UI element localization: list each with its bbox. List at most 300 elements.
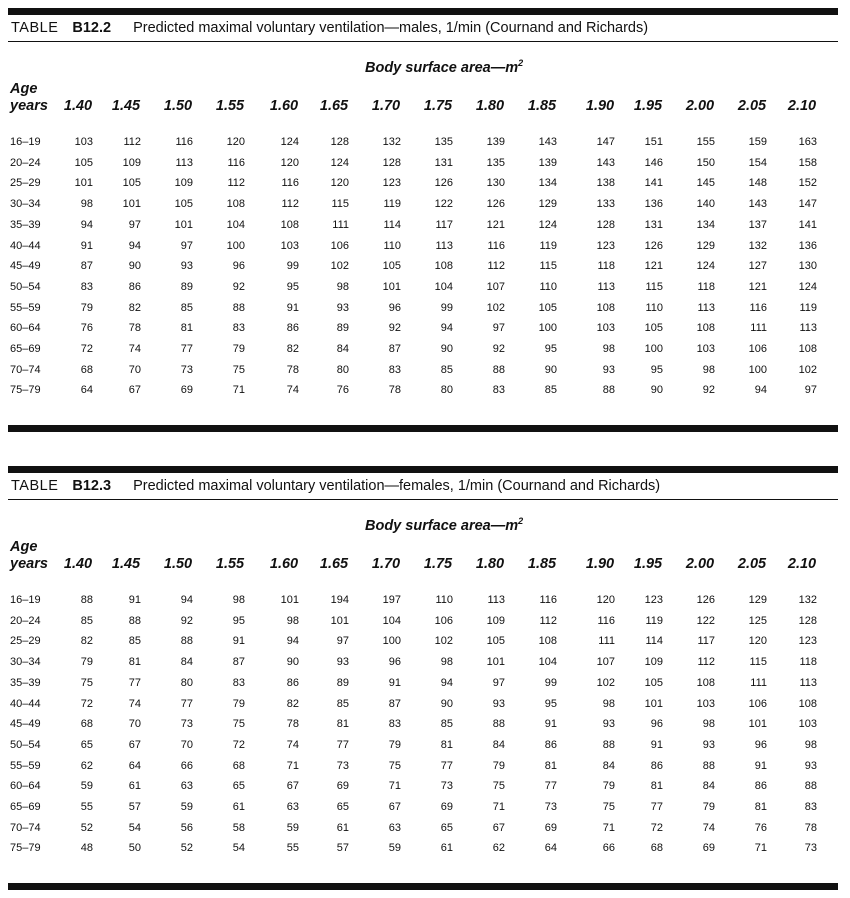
table-cell: 71 [388,780,401,793]
table-cell: 57 [128,801,141,813]
table-cell: 80 [440,384,453,397]
row-age-range: 75–79 [10,842,41,855]
table-cell: 112 [697,656,715,669]
table-cell: 67 [128,738,141,751]
table-cell: 95 [544,697,557,710]
table-cell: 95 [544,343,557,355]
table-cell: 94 [440,676,453,689]
table-cell: 80 [180,676,193,689]
table-cell: 120 [748,635,767,648]
table-cell: 88 [128,614,141,627]
table-cell: 108 [696,322,715,335]
table-cell: 130 [798,260,817,273]
table-cell: 118 [597,260,615,273]
table-cell: 92 [180,614,193,627]
table-cell: 98 [702,363,715,376]
table-cell: 72 [232,738,245,751]
table-cell: 67 [492,821,505,834]
table-cell: 52 [180,842,193,855]
table-cell: 143 [596,156,615,169]
column-header-1-50: 1.50 [163,98,193,114]
table-cell: 81 [440,738,453,751]
table-cell: 116 [175,136,193,148]
table-cell: 138 [596,177,615,190]
table-cell: 101 [122,198,141,211]
column-header-2-05: 2.05 [737,556,767,572]
column-header-1-75: 1.75 [423,556,453,572]
table-cell: 118 [799,656,817,669]
table-cell: 66 [180,759,193,772]
table-cell: 98 [440,656,453,669]
table-cell: 72 [650,821,663,834]
table-cell: 78 [286,363,299,376]
table-cell: 131 [434,156,453,169]
table-cell: 139 [538,156,557,169]
table-cell: 85 [336,697,349,710]
table-cell: 81 [336,718,349,731]
table-cell: 97 [128,218,141,231]
table-cell: 79 [702,801,715,813]
table-cell: 113 [175,156,193,169]
table-cell: 194 [330,594,349,606]
table-cell: 114 [383,218,401,231]
row-age-range: 30–34 [10,198,41,211]
table-cell: 81 [180,322,193,335]
table-cell: 63 [180,780,193,793]
table-cell: 132 [798,594,817,606]
table-cell: 120 [280,156,299,169]
table-cell: 101 [280,594,299,606]
table-cell: 79 [80,656,93,669]
table-cell: 69 [544,821,557,834]
table-cell: 102 [330,260,349,273]
table-cell: 74 [128,343,141,355]
table-cell: 148 [748,177,767,190]
table-cell: 93 [336,301,349,314]
table-cell: 103 [74,136,93,148]
table-cell: 91 [650,738,663,751]
row-age-range: 75–79 [10,384,41,397]
table-cell: 86 [544,738,557,751]
column-header-1-55: 1.55 [215,98,245,114]
table-cell: 119 [539,239,557,252]
table-cell: 71 [286,759,299,772]
row-age-range: 55–59 [10,301,41,314]
row-age-range: 45–49 [10,260,41,273]
table-cell: 102 [434,635,453,648]
table-cell: 88 [602,384,615,397]
table-cell: 125 [748,614,767,627]
table-cell: 104 [226,218,245,231]
table-cell: 90 [650,384,663,397]
table-cell: 67 [128,384,141,397]
table-cell: 98 [804,738,817,751]
column-header-1-40: 1.40 [63,98,93,114]
table-cell: 70 [128,363,141,376]
table-cell: 79 [232,697,245,710]
table-cell: 86 [286,322,299,335]
table-cell: 78 [286,718,299,731]
table-cell: 79 [492,759,505,772]
column-header-1-45: 1.45 [111,556,141,572]
table-cell: 97 [804,384,817,397]
table-cell: 81 [544,759,557,772]
table-cell: 116 [749,301,767,314]
table-cell: 87 [388,343,401,355]
table-b12-2 [8,8,838,397]
table-cell: 78 [804,821,817,834]
table-cell: 98 [232,594,245,606]
table-cell: 109 [644,656,663,669]
table-cell: 93 [180,260,193,273]
table-cell: 124 [538,218,557,231]
table-cell: 108 [798,343,817,355]
table-cell: 73 [440,780,453,793]
table-cell: 110 [383,239,401,252]
table-cell: 121 [486,218,505,231]
table-cell: 120 [226,136,245,148]
table-cell: 95 [286,280,299,293]
table-cell: 151 [644,136,663,148]
table-cell: 65 [336,801,349,813]
table-cell: 82 [128,301,141,314]
table-cell: 93 [602,363,615,376]
row-age-range: 65–69 [10,343,41,355]
table-cell: 90 [440,343,453,355]
row-age-range: 25–29 [10,635,41,648]
bsa-superscript: 2 [518,58,524,68]
column-header-2-00: 2.00 [685,98,715,114]
table-cell: 85 [128,635,141,648]
top-rule [8,466,838,473]
table-cell: 76 [336,384,349,397]
column-header-1-65: 1.65 [319,98,349,114]
table-cell: 91 [80,239,93,252]
table-cell: 73 [180,718,193,731]
table-cell: 110 [539,280,557,293]
table-cell: 135 [434,136,453,148]
age-years-header [10,81,48,115]
table-cell: 103 [280,239,299,252]
table-cell: 79 [80,301,93,314]
table-cell: 77 [180,343,193,355]
row-age-range: 25–29 [10,177,41,190]
table-cell: 101 [330,614,349,627]
table-cell: 95 [232,614,245,627]
table-cell: 119 [645,614,663,627]
table-cell: 136 [798,239,817,252]
age-label-line2: years [10,98,48,114]
table-cell: 72 [80,697,93,710]
table-cell: 106 [748,697,767,710]
table-cell: 101 [174,218,193,231]
table-cell: 124 [280,136,299,148]
bsa-label-text: Body surface area—m [365,59,519,76]
table-cell: 113 [697,301,715,314]
column-header-1-50: 1.50 [163,556,193,572]
table-cell: 54 [128,821,141,834]
table-cell: 114 [645,635,663,648]
table-cell: 101 [486,656,505,669]
column-header-1-95: 1.95 [633,98,663,114]
column-header-1-40: 1.40 [63,556,93,572]
row-age-range: 20–24 [10,156,41,169]
table-cell: 88 [492,363,505,376]
table-cell: 93 [702,738,715,751]
table-cell: 124 [798,280,817,293]
table-cell: 129 [538,198,557,211]
table-cell: 124 [696,260,715,273]
table-cell: 111 [598,635,615,648]
top-rule [8,8,838,15]
table-cell: 85 [544,384,557,397]
table-cell: 61 [336,821,349,834]
table-title: Predicted maximal voluntary ventilation—males, 1/min (Cournand and Richards) [133,20,649,36]
table-cell: 116 [539,594,557,606]
table-cell: 61 [232,801,245,813]
table-cell: 73 [544,801,557,813]
row-age-range: 70–74 [10,363,41,376]
table-cell: 55 [286,842,299,855]
table-cell: 67 [388,801,401,813]
column-header-1-70: 1.70 [371,556,401,572]
row-age-range: 50–54 [10,280,41,293]
column-header-1-70: 1.70 [371,98,401,114]
table-cell: 73 [336,759,349,772]
table-cell: 90 [286,656,299,669]
table-cell: 66 [602,842,615,855]
table-cell: 83 [232,322,245,335]
table-cell: 97 [336,635,349,648]
table-cell: 97 [492,676,505,689]
table-cell: 128 [382,156,401,169]
table-cell: 64 [80,384,93,397]
table-cell: 105 [644,676,663,689]
table-cell: 86 [754,780,767,793]
table-cell: 70 [180,738,193,751]
row-age-range: 55–59 [10,759,41,772]
table-cell: 91 [286,301,299,314]
table-cell: 54 [232,842,245,855]
table-cell: 113 [799,676,817,689]
table-cell: 94 [128,239,141,252]
row-age-range: 16–19 [10,136,41,148]
column-header-1-95: 1.95 [633,556,663,572]
table-cell: 158 [798,156,817,169]
table-cell: 97 [180,239,193,252]
table-cell: 112 [539,614,557,627]
table-cell: 103 [696,343,715,355]
table-cell: 77 [650,801,663,813]
table-label-number: B12.2 [72,20,112,36]
table-cell: 100 [226,239,245,252]
table-cell: 91 [754,759,767,772]
table-cell: 108 [538,635,557,648]
table-cell: 105 [122,177,141,190]
table-cell: 132 [748,239,767,252]
table-cell: 122 [434,198,453,211]
table-cell: 98 [602,697,615,710]
table-cell: 121 [644,260,663,273]
table-cell: 63 [388,821,401,834]
table-cell: 85 [440,718,453,731]
table-cell: 137 [748,218,767,231]
table-cell: 110 [435,594,453,606]
table-cell: 77 [336,738,349,751]
table-cell: 72 [80,343,93,355]
table-cell: 65 [80,738,93,751]
row-age-range: 30–34 [10,656,41,669]
table-cell: 61 [440,842,453,855]
row-age-range: 20–24 [10,614,41,627]
table-cell: 109 [122,156,141,169]
table-cell: 91 [544,718,557,731]
table-cell: 89 [336,322,349,335]
age-label-line1: Age [10,81,38,97]
table-cell: 102 [486,301,505,314]
table-cell: 82 [80,635,93,648]
table-cell: 78 [128,322,141,335]
table-cell: 85 [440,363,453,376]
table-cell: 100 [644,343,663,355]
table-cell: 145 [696,177,715,190]
column-header-1-85: 1.85 [527,556,557,572]
table-cell: 56 [180,821,193,834]
table-cell: 71 [754,842,767,855]
table-title-row [8,473,838,500]
table-cell: 75 [232,718,245,731]
row-age-range: 60–64 [10,780,41,793]
table-cell: 116 [487,239,505,252]
table-cell: 75 [602,801,615,813]
table-cell: 75 [232,363,245,376]
table-cell: 107 [596,656,615,669]
table-cell: 83 [388,718,401,731]
table-cell: 88 [232,301,245,314]
table-cell: 89 [336,676,349,689]
table-cell: 88 [602,738,615,751]
column-header-1-80: 1.80 [475,556,505,572]
table-cell: 94 [180,594,193,606]
table-cell: 127 [748,260,767,273]
table-cell: 123 [798,635,817,648]
bsa-label-text: Body surface area—m [365,517,519,534]
table-cell: 100 [748,363,767,376]
table-cell: 159 [748,136,767,148]
column-header-1-60: 1.60 [269,98,299,114]
column-header-1-65: 1.65 [319,556,349,572]
table-cell: 90 [128,260,141,273]
table-cell: 63 [286,801,299,813]
table-cell: 197 [382,594,401,606]
row-age-range: 60–64 [10,322,41,335]
table-cell: 97 [492,322,505,335]
table-cell: 128 [330,136,349,148]
table-cell: 141 [644,177,663,190]
table-cell: 93 [336,656,349,669]
table-cell: 86 [650,759,663,772]
table-cell: 57 [336,842,349,855]
column-header-1-90: 1.90 [585,98,615,114]
table-cell: 71 [232,384,245,397]
table-cell: 105 [382,260,401,273]
table-cell: 83 [232,676,245,689]
table-cell: 147 [798,198,817,211]
table-cell: 69 [336,780,349,793]
table-cell: 84 [702,780,715,793]
table-cell: 126 [486,198,505,211]
table-title-row [8,15,838,42]
table-cell: 92 [492,343,505,355]
table-cell: 129 [696,239,715,252]
table-cell: 126 [644,239,663,252]
table-cell: 81 [754,801,767,813]
table-cell: 116 [227,156,245,169]
table-cell: 59 [80,780,93,793]
table-cell: 96 [388,301,401,314]
table-cell: 111 [750,322,767,335]
table-cell: 64 [128,759,141,772]
table-cell: 124 [330,156,349,169]
table-cell: 98 [336,280,349,293]
table-cell: 85 [180,301,193,314]
table-cell: 78 [388,384,401,397]
table-cell: 79 [388,738,401,751]
table-cell: 92 [232,280,245,293]
table-cell: 111 [750,676,767,689]
table-cell: 76 [80,322,93,335]
table-cell: 68 [80,718,93,731]
table-cell: 71 [492,801,505,813]
table-cell: 61 [128,780,141,793]
table-cell: 109 [486,614,505,627]
table-cell: 101 [382,280,401,293]
table-cell: 87 [232,656,245,669]
table-cell: 67 [286,780,299,793]
table-cell: 98 [602,343,615,355]
table-cell: 96 [388,656,401,669]
table-cell: 105 [538,301,557,314]
table-cell: 74 [286,738,299,751]
table-cell: 73 [180,363,193,376]
table-cell: 108 [226,198,245,211]
table-cell: 163 [798,136,817,148]
table-cell: 128 [798,614,817,627]
row-age-range: 40–44 [10,239,41,252]
table-cell: 94 [286,635,299,648]
table-cell: 147 [596,136,615,148]
row-age-range: 40–44 [10,697,41,710]
table-cell: 112 [281,198,299,211]
table-cell: 93 [492,697,505,710]
row-age-range: 65–69 [10,801,41,813]
table-cell: 71 [602,821,615,834]
row-age-range: 50–54 [10,738,41,751]
age-years-header [10,539,48,573]
table-cell: 74 [128,697,141,710]
body-surface-area-header [365,516,523,534]
table-cell: 104 [538,656,557,669]
table-cell: 135 [486,156,505,169]
table-cell: 70 [128,718,141,731]
table-cell: 62 [80,759,93,772]
table-cell: 90 [544,363,557,376]
table-cell: 121 [748,280,767,293]
table-cell: 98 [702,718,715,731]
column-header-1-60: 1.60 [269,556,299,572]
table-cell: 90 [440,697,453,710]
table-cell: 55 [80,801,93,813]
